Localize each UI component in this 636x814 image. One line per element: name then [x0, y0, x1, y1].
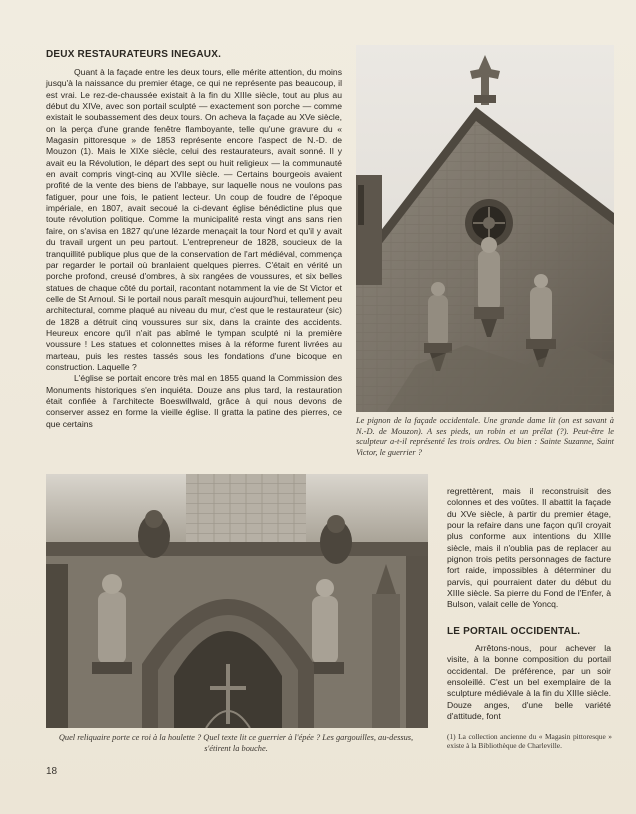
- paragraph-portail: Arrêtons-nous, pour achever la visite, à la bonne composition du portail occidental. De préférence, par un soir ensoleillé. C'est un bel exemplaire de la sculpture médiévale à la fin du XIIIe siècle. Douze anges, d'une belle variété d'attitude, font: [447, 643, 611, 722]
- footnote: (1) La collection ancienne du « Magasin pittoresque » existe à la Bibliothèque de Charleville.: [447, 732, 612, 751]
- photo-gable-west-facade: [356, 45, 614, 412]
- page-number: 18: [46, 766, 58, 777]
- portail-text-column: [447, 643, 611, 722]
- main-text-column: [46, 67, 342, 430]
- caption-portal: Quel reliquaire porte ce roi à la houlette ? Quel texte lit ce guerrier à l'épée ? Les gargouilles, au-dessus, s'étirent la bouche.: [58, 733, 414, 753]
- paragraph-continuation: regrettèrent, mais il reconstruisit des colonnes et des voûtes. Il abattit la façade du XVe siècle, à partir du premier étage, pour la refaire dans une façon qu'il croyait plus conforme aux intentions du XIIIe siècle, mais il n'oublia pas de replacer au pignon trois petits personnages de facture fort raide, impossibles à déterminer du parvis, qui pourraient dater du début du XIIIe siècle. Sa pierre du Fond de l'Enfer, à Bulson, valait celle de Yoncq.: [447, 486, 611, 610]
- section-title-portail: LE PORTAIL OCCIDENTAL.: [447, 626, 581, 637]
- section-title-restaurateurs: DEUX RESTAURATEURS INEGAUX.: [46, 49, 222, 60]
- photo-portal-sculptures: [46, 474, 428, 728]
- paragraph-facade: Quant à la façade entre les deux tours, elle mérite attention, du moins jusqu'à la naissance du premier étage, ce qui ne représente pas beaucoup, il est vrai. Le rez-de-chaussée existait à la fin du XIIIe siècle, tout au plus au début du XIVe, avec son portail sculpté — exactement son porche — comme existait le soubassement des deux tours. On acheva la façade au XVe siècle, on la perça d'une grande fenêtre flamboyante, telle qu'une gravure du « Magasin pittoresque » de 1853 représente encore l'aspect de N.-D. de Mouzon (1). Mais le XIXe siècle, celui des restaurateurs, avait sonné. Il y avait eu la Révolution, le départ des sept ou huit religieux — la communauté en avait compris vingt-cinq au XVIIe siècle. — Certains bourgeois avaient profité de la vente des biens de l'abbaye, sur laquelle nous ne voulons pas fatiguer, pour une fois, le patient lecteur. Un coup de foudre de l'époque impériale, en 1807, avait secoué la ci-devant église bénédictine plus que toute révolution politique. Comme la municipalité resta vingt ans sans rien faire, on s'avisa en 1827 qu'une lézarde menaçait la tour Nord et qu'il y avait du travail urgent un peu partout. L'entrepreneur de 1828, soucieux de la tranquillité publique plus que de la conservation de l'art médiéval, commença par regarder le portail où branlaient quelques pierres. C'était en vérité un porche profond, creusé d'ombres, à six rangées de voussures, et six belles statues de chaque côté du portail, racontant notamment la vie de St Victor et celle de St Arnoul. Si le portail nous paraît mesquin aujourd'hui, tellement peu architectural, comme plaqué au niveau du mur, c'est que le restaurateur (sic) de 1828 a détruit cinq voussures sur six, dans la crainte des accidents. Heureux encore qu'il n'ait pas abîmé le tympan sculpté ni la première voussure ! Les statues et colonnettes mises à la réforme furent livrées au marteau, puis les restes tassés sous les fondations d'une bicoque en construction. Laquelle ?: [46, 67, 342, 372]
- caption-gable: Le pignon de la façade occidentale. Une grande dame lit (on est savant à N.-D. de Mouzon). A ses pieds, un robin et un prélat (?). Peut-être le sculpteur a-t-il représenté les trois ordres. Ou bien : Sainte Suzanne, Saint Victor, le guerrier ?: [356, 416, 614, 457]
- continuation-text-column: [447, 486, 611, 611]
- paragraph-commission: L'église se portait encore très mal en 1855 quand la Commission des Monuments historiques s'en inquiéta. Douze ans plus tard, la restauration était confiée à l'architecte Boeswillwald, grâce à qui nous devons de conserver assez en forme la vieille église. Il gratta la patine des pierres, ce que certains: [46, 373, 342, 429]
